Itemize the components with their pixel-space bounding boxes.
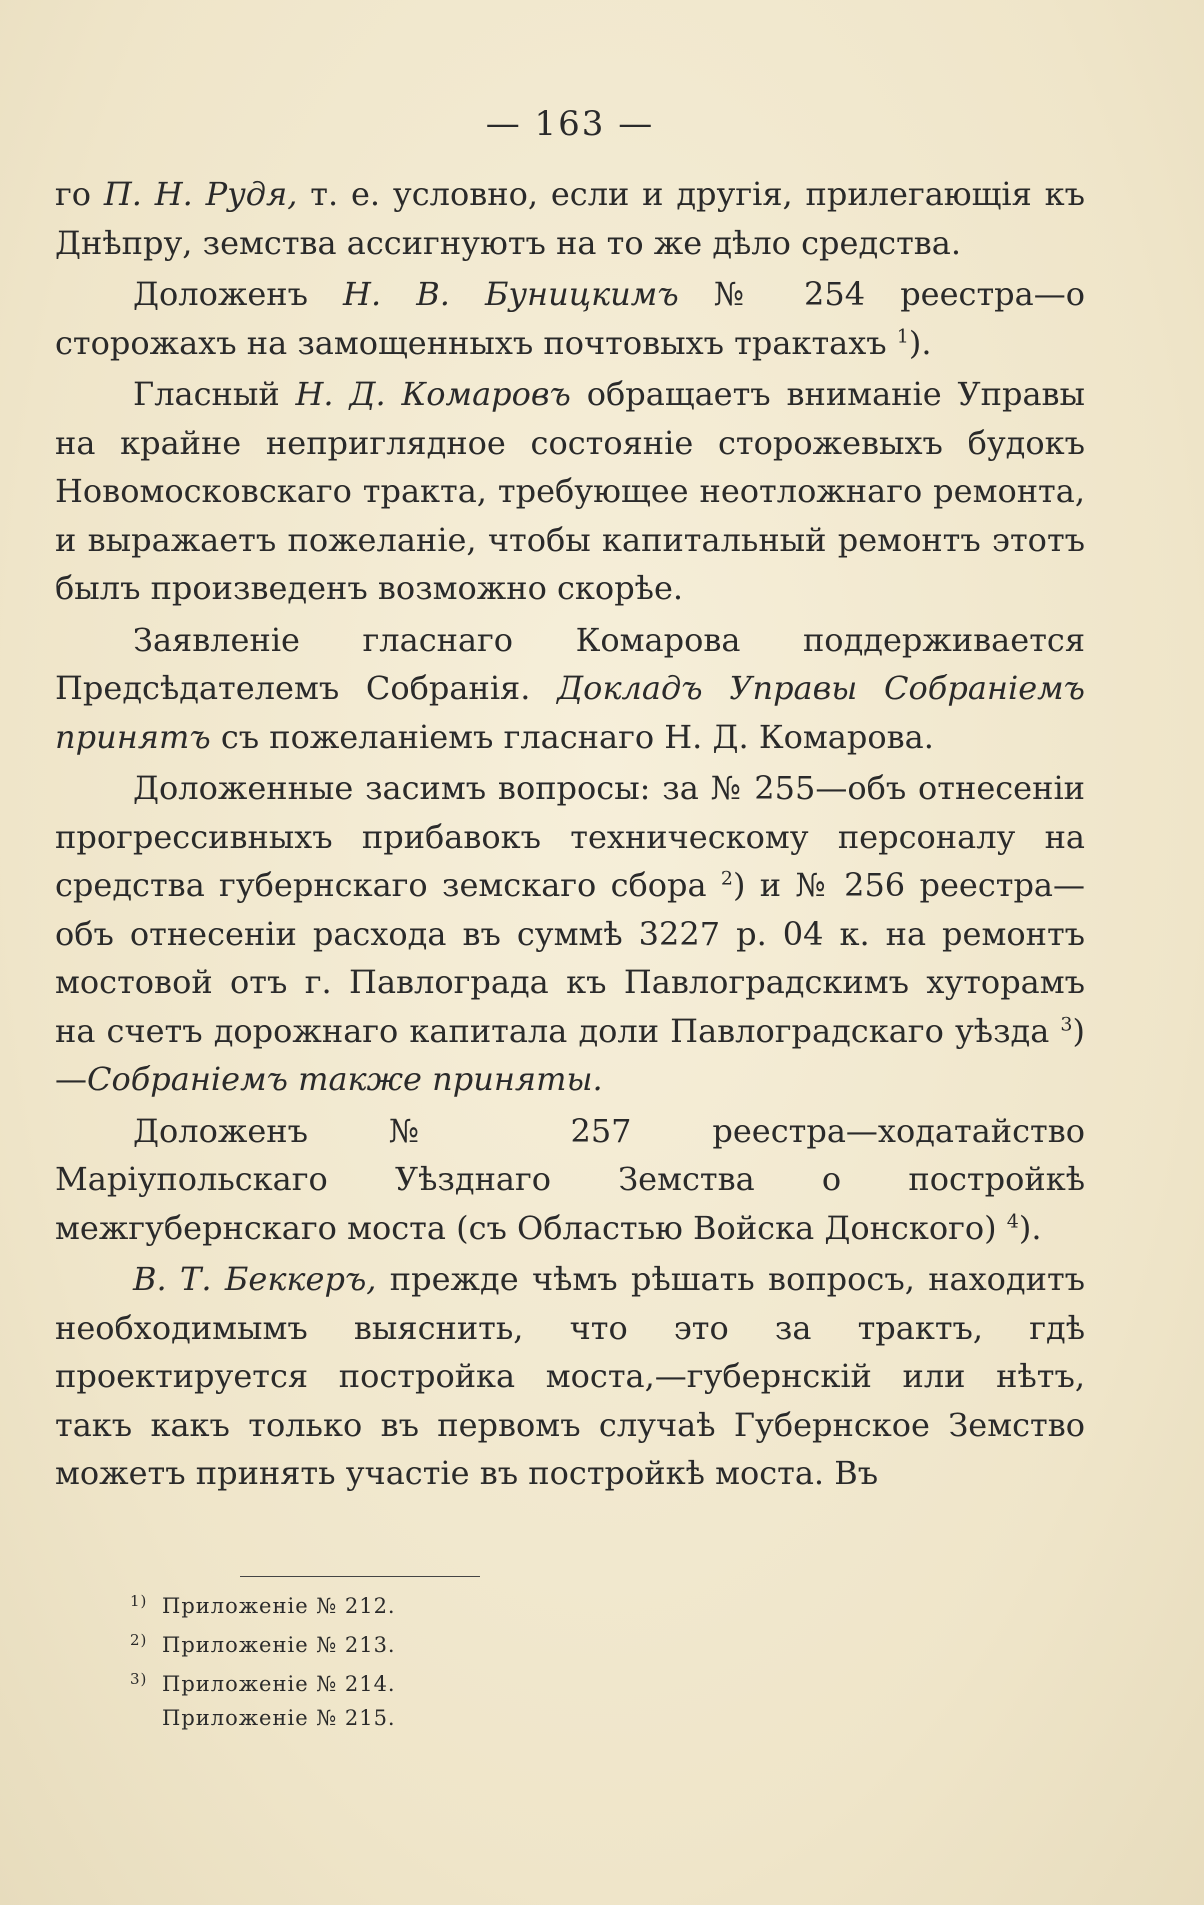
footnote-4: Приложеніе № 215. [162,1706,396,1730]
footnotes [130,1584,730,1735]
footnote-ref-2: 2 [720,867,733,890]
resolution-text: Собраніемъ также приняты. [87,1060,603,1098]
person-name: В. Т. Беккеръ, [133,1260,377,1298]
page-number: — 163 — [485,104,655,144]
footnote-divider [240,1576,480,1577]
paragraph-4: Заявленіе гласнаго Комарова поддерживается Предсѣдателемъ Собранія. Докладъ Управы Собраніемъ принятъ съ пожеланіемъ гласнаго Н. Д. Комарова. [55,620,1086,756]
paragraph-5: Доложенные засимъ вопросы: за № 255—объ отнесеніи прогрессивныхъ прибавокъ техническому персоналу на средства губернскаго земскаго сбора $^2$) и № 256 реестра—объ отнесеніи расхода въ суммѣ 3227 р. 04 к. на ремонтъ мостовой отъ г. Павлограда къ Павлоградскимъ хуторамъ на счетъ дорожнаго капитала доли Павлоградскаго уѣзда $^3$)—Собраніемъ также приняты. [55,769,1086,1098]
footnote-1: 1) Приложеніе № 212. [130,1592,396,1618]
footnote-ref-4: 4 [1006,1209,1019,1232]
person-name: Н. В. Буницкимъ [343,275,679,313]
paragraph-7: В. Т. Беккеръ, прежде чѣмъ рѣшать вопросъ, находитъ необходимымъ выяснить, что это за трактъ, гдѣ проектируется постройка моста,—губернскій или нѣтъ, такъ какъ только въ первомъ случаѣ Губернское Земство можетъ принять участіе въ постройкѣ моста. Въ [55,1260,1086,1492]
paragraph-2: Доложенъ Н. В. Буницкимъ № 254 реестра—о сторожахъ на замощенныхъ почтовыхъ трактахъ $^1$). [55,275,1086,362]
paragraph-1: го П. Н. Рудя, т. е. условно, если и другія, прилегающія къ Днѣпру, земства ассигнуютъ на то же дѣло средства. [55,175,1085,262]
footnote-ref-1: 1 [896,324,909,347]
footnote-2: 2) Приложеніе № 213. [130,1631,396,1657]
person-name: П. Н. Рудя, [103,175,298,213]
resolution-text: Докладъ Управы Собраніемъ принятъ [55,669,1086,756]
footnote-ref-3: 3 [1060,1012,1073,1035]
body-text [55,170,1085,1498]
person-name: Н. Д. Комаровъ [295,375,571,413]
footnote-3: 3) Приложеніе № 214. [130,1670,396,1696]
paragraph-6: Доложенъ № 257 реестра—ходатайство Маріупольскаго Уѣзднаго Земства о постройкѣ межгубернскаго моста (съ Областью Войска Донского) $^4$). [55,1111,1085,1247]
paragraph-3: Гласный Н. Д. Комаровъ обращаетъ вниманіе Управы на крайне неприглядное состояніе сторожевыхъ будокъ Новомосковскаго тракта, требующее неотложнаго ремонта, и выражаетъ пожеланіе, чтобы капитальный ремонтъ этотъ былъ произведенъ возможно скорѣе. [55,375,1086,607]
